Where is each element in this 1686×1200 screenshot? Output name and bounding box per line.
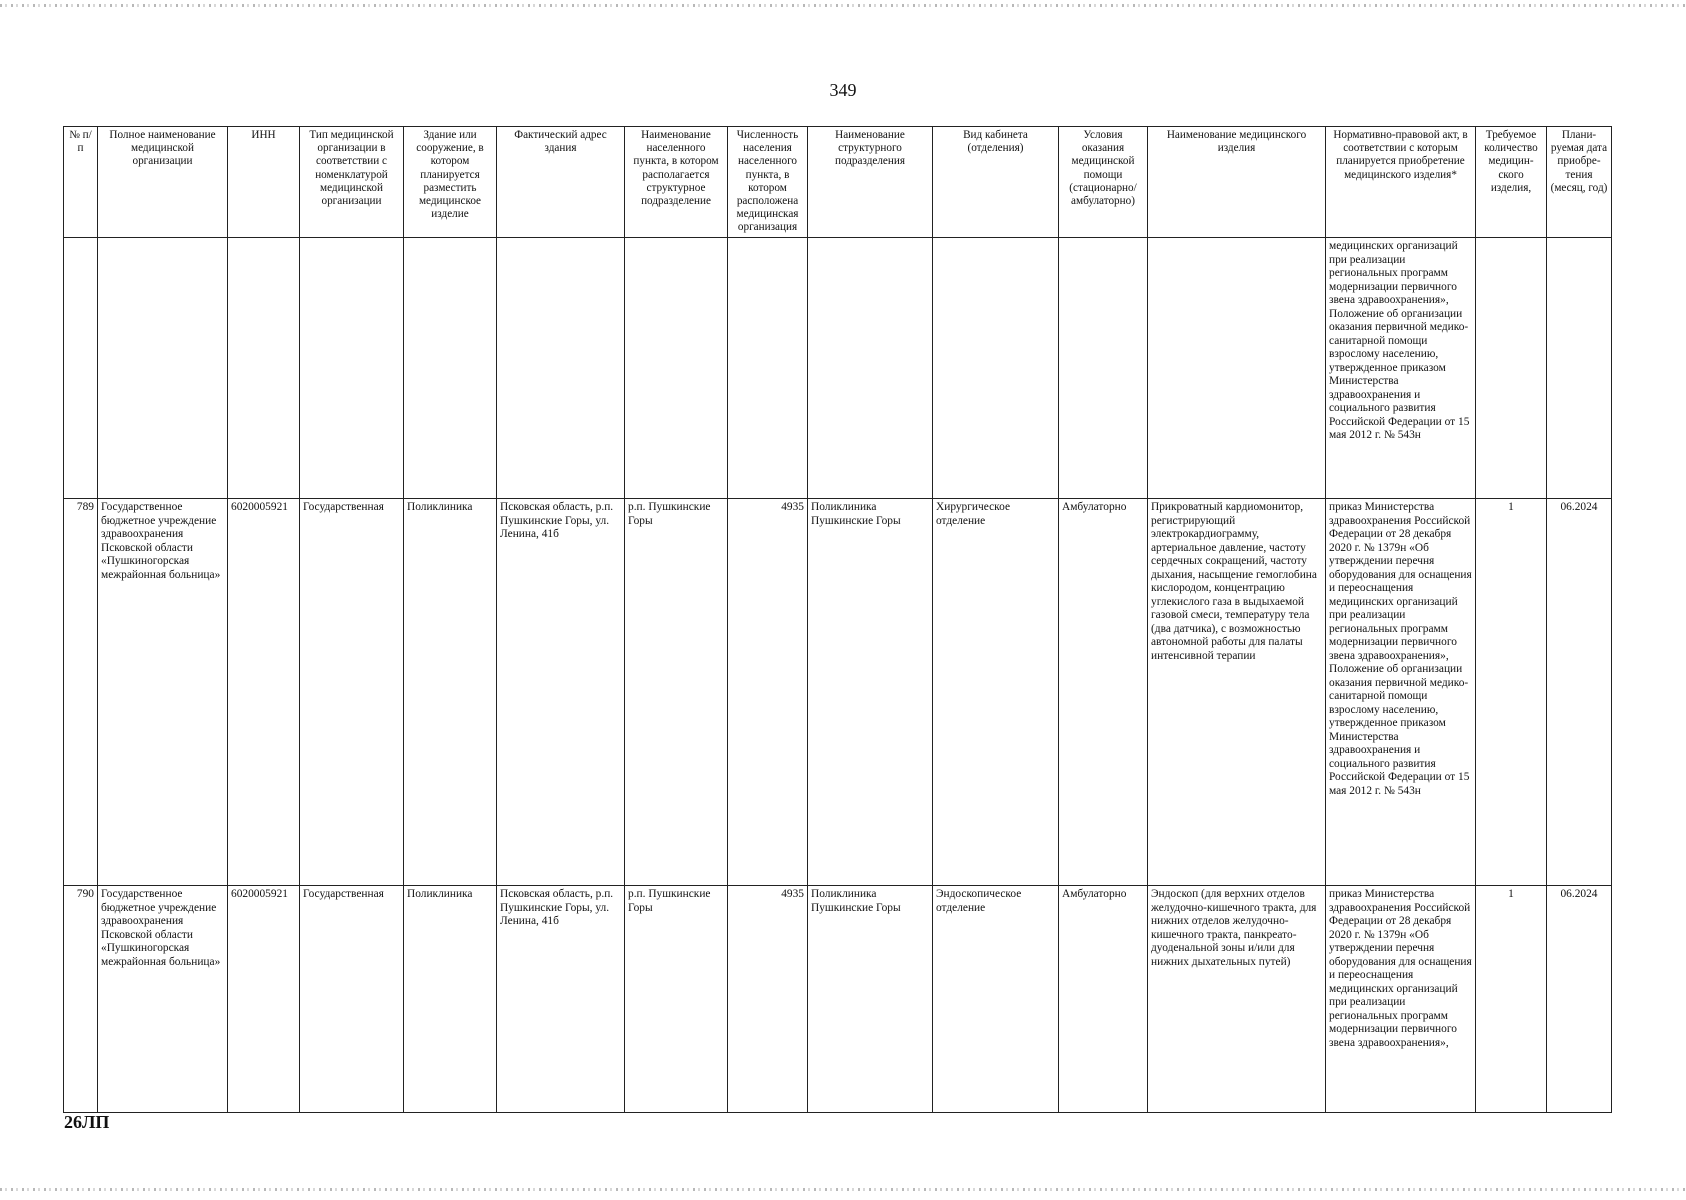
table-cell xyxy=(64,238,98,499)
header-cell: Полное наименование медицинской организации xyxy=(98,127,228,238)
table-cell xyxy=(300,238,404,499)
header-cell: Условия оказания медицинской помощи (стационарно/ амбулаторно) xyxy=(1059,127,1148,238)
device-cell: Эндоскоп (для верхних отделов желудочно-кишечного тракта, для нижних отделов желудочно-кишечного тракта, панкреато-дуоденальной зоны и/или для нижних дыхательных путей) xyxy=(1148,886,1326,1113)
header-cell: Здание или сооружение, в котором планируется разместить медицинское изделие xyxy=(404,127,497,238)
table-cell xyxy=(1148,238,1326,499)
document-code: 26ЛП xyxy=(64,1112,110,1132)
subdivision-cell: Поликлиника Пушкинские Горы xyxy=(808,499,933,886)
address-cell: Псковская область, р.п. Пушкинские Горы, ул. Ленина, 41б xyxy=(497,886,625,1113)
org-type-cell: Государственная xyxy=(300,499,404,886)
address-cell: Псковская область, р.п. Пушкинские Горы, ул. Ленина, 41б xyxy=(497,499,625,886)
table-row-continuation xyxy=(64,238,1612,499)
table-cell xyxy=(497,238,625,499)
table-cell xyxy=(1476,238,1547,499)
inn-cell: 6020005921 xyxy=(228,886,300,1113)
quantity-cell: 1 xyxy=(1476,886,1547,1113)
inn-cell: 6020005921 xyxy=(228,499,300,886)
row-number-cell: 790 xyxy=(64,886,98,1113)
conditions-cell: Амбулаторно xyxy=(1059,886,1148,1113)
scan-edge-top xyxy=(0,4,1686,7)
org-type-cell: Государственная xyxy=(300,886,404,1113)
organization-cell: Государственное бюджетное учреждение здравоохранения Псковской области «Пушкиногорская межрайонная больница» xyxy=(98,499,228,886)
header-cell: Численность населения населенного пункта, в котором расположена медицинская организация xyxy=(728,127,808,238)
subdivision-cell: Поликлиника Пушкинские Горы xyxy=(808,886,933,1113)
table-cell xyxy=(98,238,228,499)
building-cell: Поликлиника xyxy=(404,886,497,1113)
header-cell: ИНН xyxy=(228,127,300,238)
organization-cell: Государственное бюджетное учреждение здравоохранения Псковской области «Пушкиногорская межрайонная больница» xyxy=(98,886,228,1113)
population-cell: 4935 xyxy=(728,886,808,1113)
header-cell: Требуемое количество медицин-ского изделия, xyxy=(1476,127,1547,238)
table-cell xyxy=(808,238,933,499)
scan-edge-bottom xyxy=(0,1188,1686,1191)
conditions-cell: Амбулаторно xyxy=(1059,499,1148,886)
table-cell xyxy=(933,238,1059,499)
table-cell xyxy=(1547,238,1612,499)
header-cell: Тип медицинской организации в соответствии с номенклатурой медицинской организации xyxy=(300,127,404,238)
table-cell xyxy=(228,238,300,499)
cabinet-cell: Хирургическое отделение xyxy=(933,499,1059,886)
table-row xyxy=(64,499,1612,886)
population-cell: 4935 xyxy=(728,499,808,886)
table-cell xyxy=(404,238,497,499)
table-cell xyxy=(728,238,808,499)
header-cell: Вид кабинета (отделения) xyxy=(933,127,1059,238)
quantity-cell: 1 xyxy=(1476,499,1547,886)
table-row xyxy=(64,886,1612,1113)
equipment-table xyxy=(63,126,1612,1113)
table-header-row xyxy=(64,127,1612,238)
header-cell: Плани-руемая дата приобре-тения (месяц, год) xyxy=(1547,127,1612,238)
header-cell: Нормативно-правовой акт, в соответствии с которым планируется приобретение медицинского изделия* xyxy=(1326,127,1476,238)
table-cell xyxy=(1059,238,1148,499)
header-cell: Наименование населенного пункта, в котором располагается структурное подразделение xyxy=(625,127,728,238)
locality-cell: р.п. Пушкинские Горы xyxy=(625,499,728,886)
row-number-cell: 789 xyxy=(64,499,98,886)
header-cell: Фактический адрес здания xyxy=(497,127,625,238)
legal-act-cell: приказ Министерства здравоохранения Российской Федерации от 28 декабря 2020 г. № 1379н «Об утверждении перечня оборудования для оснащения и переоснащения медицинских организаций при реализации региональных программ модернизации первичного звена здравоохранения», Положение об организации оказания первичной медико-санитарной помощи взрослому населению, утвержденное приказом Министерства здравоохранения и социального развития Российской Федерации от 15 мая 2012 г. № 543н xyxy=(1326,499,1476,886)
building-cell: Поликлиника xyxy=(404,499,497,886)
cabinet-cell: Эндоскопическое отделение xyxy=(933,886,1059,1113)
date-cell: 06.2024 xyxy=(1547,499,1612,886)
legal-act-cell: приказ Министерства здравоохранения Российской Федерации от 28 декабря 2020 г. № 1379н «Об утверждении перечня оборудования для оснащения и переоснащения медицинских организаций при реализации региональных программ модернизации первичного звена здравоохранения», xyxy=(1326,886,1476,1113)
page-number: 349 xyxy=(829,80,857,100)
header-cell: Наименование медицинского изделия xyxy=(1148,127,1326,238)
header-cell: № п/п xyxy=(64,127,98,238)
date-cell: 06.2024 xyxy=(1547,886,1612,1113)
table-cell xyxy=(625,238,728,499)
device-cell: Прикроватный кардиомонитор, регистрирующий электрокардиограмму, артериальное давление, частоту сердечных сокращений, частоту дыхания, насыщение гемоглобина кислородом, концентрацию углекислого газа в выдыхаемой газовой смеси, температуру тела (два датчика), с возможностью автономной работы для палаты интенсивной терапии xyxy=(1148,499,1326,886)
locality-cell: р.п. Пушкинские Горы xyxy=(625,886,728,1113)
header-cell: Наименование структурного подразделения xyxy=(808,127,933,238)
legal-act-cell: медицинских организаций при реализации региональных программ модернизации первичного звена здравоохранения», Положение об организации оказания первичной медико-санитарной помощи взрослому населению, утвержденное приказом Министерства здравоохранения и социального развития Российской Федерации от 15 мая 2012 г. № 543н xyxy=(1326,238,1476,499)
